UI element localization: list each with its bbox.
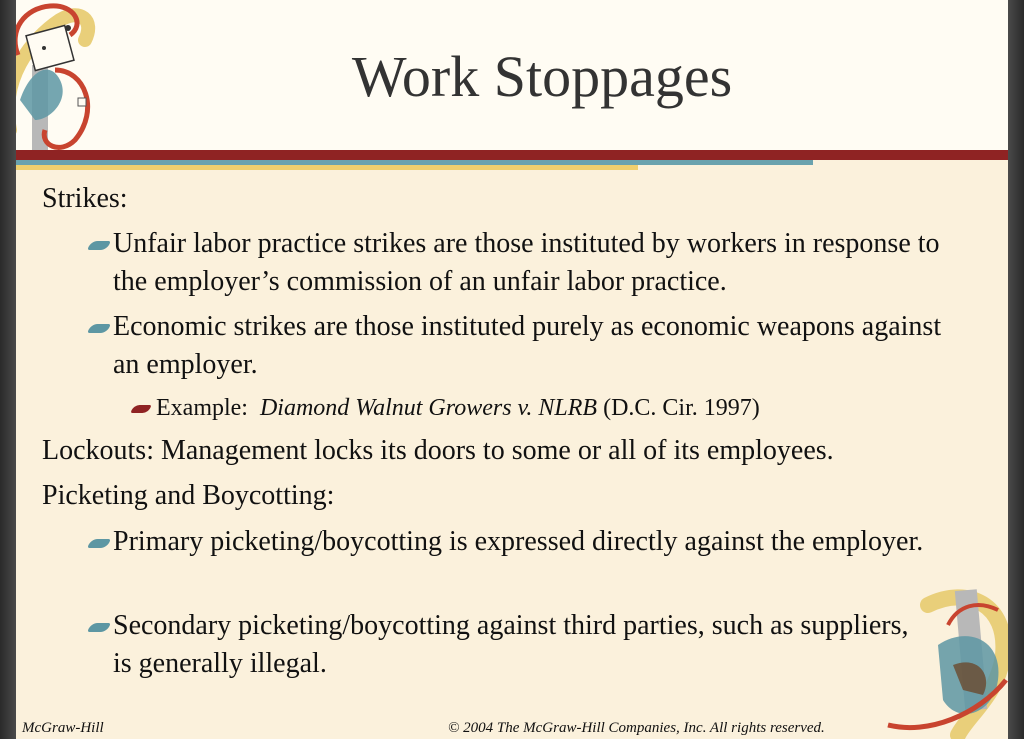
slide-body	[16, 0, 1008, 739]
example-prefix: Example:	[156, 395, 260, 421]
case-name: Diamond Walnut Growers v. NLRB	[259, 395, 598, 421]
bullet-swoosh-icon	[87, 539, 110, 548]
bullet-swoosh-icon	[87, 623, 110, 632]
item-text: Secondary picketing/boycotting against third parties, such as suppliers, is generally illegal.	[113, 610, 909, 679]
bullet-swoosh-icon	[87, 241, 110, 250]
item-example	[156, 392, 760, 424]
item-text: Primary picketing/boycotting is expressed directly against the employer.	[113, 526, 924, 557]
item-strikes: Strikes:	[42, 183, 128, 214]
item-lockouts: Lockouts: Management locks its doors to some or all of its employees.	[42, 435, 834, 466]
left-frame-border	[0, 0, 16, 739]
slide-title: Work Stoppages	[351, 44, 733, 109]
bullet-swoosh-red-icon	[131, 405, 152, 413]
item-economic-strikes	[113, 308, 973, 384]
slide	[16, 0, 1008, 739]
bullet-swoosh-icon	[87, 324, 110, 333]
right-frame-border	[1008, 0, 1024, 739]
bottom-right-decoration-icon	[868, 585, 1008, 739]
item-text: Economic strikes are those instituted purely as economic weapons against an employer.	[113, 311, 942, 380]
item-primary-picketing	[113, 523, 973, 561]
item-picketing-boycotting: Picketing and Boycotting:	[42, 480, 335, 511]
item-text: Unfair labor practice strikes are those instituted by workers in response to the employer’s commission of an unfair labor practice.	[113, 228, 940, 297]
item-secondary-picketing	[113, 607, 913, 683]
item-unfair-labor-strikes	[113, 225, 973, 301]
footer-copyright: © 2004 The McGraw-Hill Companies, Inc. All rights reserved.	[448, 720, 825, 736]
footer-publisher: McGraw-Hill	[22, 720, 104, 736]
example-suffix: (D.C. Cir. 1997)	[597, 395, 760, 421]
